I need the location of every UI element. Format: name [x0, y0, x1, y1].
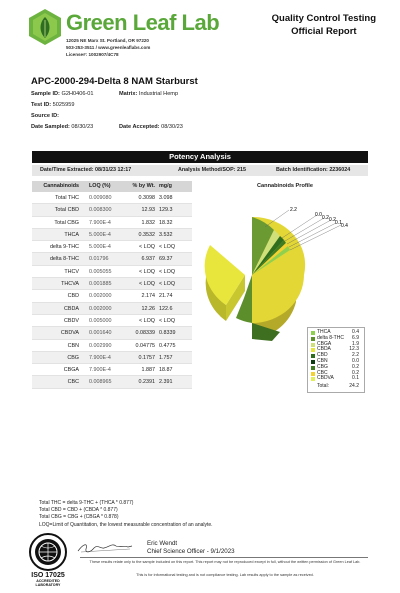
table-row [32, 327, 192, 339]
table-cell: THCVA [61, 281, 79, 288]
table-row [32, 204, 192, 216]
table-row [32, 303, 192, 315]
legend-swatch [311, 377, 315, 381]
analysis-info-row: Date/Time Extracted: 08/31/23 12:17 Analysis Method/SOP: 215 Batch Identification: 2236024 [32, 165, 368, 176]
legend-swatch [311, 360, 315, 364]
table-cell: THCA [64, 231, 79, 238]
table-cell: < LOQ [138, 244, 155, 251]
table-cell: 12.26 [141, 305, 155, 312]
legend-value: 0.2 [352, 369, 359, 376]
table-header: Cannabinoids LOQ (%) % by Wt. mg/g [32, 181, 192, 192]
table-row [32, 376, 192, 388]
table-cell: delta 9-THC [49, 244, 79, 251]
table-cell: THCV [64, 268, 79, 275]
table-cell: delta 8-THC [49, 256, 79, 263]
table-body [32, 192, 192, 389]
legend-swatch [311, 348, 315, 352]
table-cell: < LOQ [159, 244, 176, 251]
table-cell: 12.93 [141, 207, 155, 214]
legend-swatch [311, 343, 315, 347]
signer-name: Eric Wendt [147, 540, 178, 547]
slice-label: 0.4 [341, 223, 348, 229]
table-cell: 6.937 [141, 256, 155, 263]
table-cell: Total CBD [54, 207, 79, 214]
legend-label: CBN [317, 357, 328, 364]
table-cell: 0.8339 [159, 330, 176, 337]
table-row [32, 192, 192, 204]
table-cell: < LOQ [138, 317, 155, 324]
slice-label: 0.0 [315, 212, 322, 218]
table-cell: 0.009080 [89, 195, 112, 201]
disclaimer: These results relate only to the sample included on this report. This report may not be reproduced except in full, without the written permission of Green Leaf Lab. [89, 560, 361, 564]
signer-title: Chief Science Officer - 9/1/2023 [147, 548, 235, 555]
table-cell: CBGA [63, 367, 79, 374]
table-cell: 1.757 [159, 354, 173, 361]
svg-text:ISO 17025: ISO 17025 [31, 572, 65, 579]
disclaimer-secondary: This is for informational testing and is not compliance testing. Lab results apply to the sample as received. [136, 573, 314, 577]
legend-value: 6.9 [352, 334, 359, 341]
cannabinoid-table [32, 181, 192, 389]
slice-label: 0.1 [335, 220, 342, 226]
table-cell: 0.08339 [135, 330, 155, 337]
legend-value: 1.9 [352, 340, 359, 347]
table-cell: 0.3098 [138, 195, 155, 201]
legend-value: 0.4 [352, 329, 359, 335]
footnotes: Total THC = delta 9-THC + (THCA * 0.877) Total CBD = CBD + (CBDA * 0.877) Total CBG = CBG + (CBGA * 0.878) LOQ=Limit of Quantitation, the lowest measurable concentration of an analyte. [39, 500, 213, 528]
signature-image [76, 537, 134, 557]
table-cell: 0.001640 [89, 330, 112, 337]
table-cell: 69.37 [159, 256, 173, 263]
table-cell: 3.098 [159, 195, 173, 201]
table-cell: 0.2391 [138, 379, 155, 386]
table-cell: 0.04775 [135, 342, 155, 349]
table-cell: 0.005055 [89, 268, 112, 275]
matrix: Matrix: Industrial Hemp [119, 91, 179, 97]
legend-label: CBD [317, 352, 328, 359]
svg-text:LABORATORY: LABORATORY [35, 583, 61, 587]
table-cell: 3.532 [159, 231, 173, 238]
test-id: Test ID: 5025959 [31, 102, 75, 108]
legend-label: CBGA [317, 340, 332, 347]
table-cell: CBDVA [60, 330, 79, 337]
table-cell: 7.900E-4 [89, 219, 111, 226]
table-cell: 0.3532 [138, 231, 155, 238]
table-cell: 0.1757 [138, 354, 155, 361]
legend-swatch [311, 366, 315, 370]
table-cell: CBDA [64, 305, 79, 312]
date-sampled: Date Sampled: 08/30/23 [31, 124, 94, 130]
table-row [32, 217, 192, 229]
table-cell: 0.002990 [89, 342, 112, 349]
table-row [32, 352, 192, 364]
table-cell: 2.174 [141, 293, 155, 300]
legend-label: CBC [317, 369, 328, 376]
table-cell: 0.01796 [89, 256, 109, 263]
table-cell: CBN [67, 342, 79, 349]
legend-swatch [311, 337, 315, 341]
table-row [32, 241, 192, 253]
legend-label: CBDA [317, 346, 331, 353]
sample-title: APC-2000-294-Delta 8 NAM Starburst [31, 76, 198, 87]
table-cell: CBDV [64, 317, 79, 324]
legend-swatch [311, 354, 315, 358]
sample-id: Sample ID: G2H0406-01 [31, 91, 94, 97]
table-cell: 129.3 [159, 207, 173, 214]
legend-value: 12.3 [349, 346, 359, 353]
table-cell: CBG [67, 354, 79, 361]
table-cell: < LOQ [159, 281, 176, 288]
table-cell: 0.008300 [89, 207, 112, 214]
table-cell: 18.87 [159, 367, 173, 374]
slice-label: 0.2 [329, 217, 336, 223]
table-cell: 0.002000 [89, 305, 112, 312]
legend-item [311, 376, 361, 382]
table-cell: 5.000E-4 [89, 244, 111, 251]
divider [80, 557, 368, 558]
table-row [32, 229, 192, 241]
table-row [32, 364, 192, 376]
table-cell: Total THC [55, 195, 79, 201]
legend-value: 0.2 [352, 363, 359, 370]
legend-label: CBDVA [317, 375, 334, 382]
svg-text:ACCREDITED: ACCREDITED [36, 579, 60, 583]
table-cell: 5.000E-4 [89, 231, 111, 238]
table-cell: CBC [67, 379, 79, 386]
legend-label: delta 8-THC [317, 334, 344, 341]
table-row [32, 278, 192, 290]
table-cell: 0.008965 [89, 379, 112, 386]
leaf-logo-icon [28, 8, 62, 46]
iso-accreditation-seal-icon [28, 533, 68, 587]
slice-label: 0.2 [322, 215, 329, 221]
table-cell: < LOQ [159, 317, 176, 324]
table-row [32, 266, 192, 278]
table-row [32, 253, 192, 265]
legend-label: THCA [317, 329, 331, 335]
legend-value: 0.0 [352, 357, 359, 364]
table-cell: 0.001885 [89, 281, 112, 288]
slice-label: 2.2 [290, 207, 297, 213]
table-cell: 1.832 [141, 219, 155, 226]
table-row [32, 315, 192, 327]
table-cell: 0.002000 [89, 293, 112, 300]
table-cell: < LOQ [159, 268, 176, 275]
table-cell: 7.900E-4 [89, 367, 111, 374]
table-cell: 18.32 [159, 219, 173, 226]
table-row [32, 340, 192, 352]
cannabinoids-profile-title: Cannabinoids Profile [257, 183, 313, 189]
table-cell: CBD [67, 293, 79, 300]
pie-legend [307, 327, 365, 393]
table-cell: 21.74 [159, 293, 173, 300]
potency-analysis-heading: Potency Analysis [32, 151, 368, 163]
table-cell: 2.391 [159, 379, 173, 386]
legend-swatch [311, 372, 315, 376]
legend-value: 0.1 [352, 375, 359, 382]
brand-name: Green Leaf Lab [66, 10, 220, 35]
table-row [32, 290, 192, 302]
table-cell: < LOQ [138, 281, 155, 288]
source-id: Source ID: [31, 113, 59, 119]
report-header [28, 8, 380, 68]
table-cell: Total CBG [54, 219, 79, 226]
table-cell: 1.887 [141, 367, 155, 374]
legend-swatch [311, 331, 315, 335]
lab-address: 12025 NE Marx St. Portland, OR 97220 503-253-3511 / www.greenleaflabs.com License#: 1002907/4C78 [66, 38, 151, 57]
date-accepted: Date Accepted: 08/30/23 [119, 124, 183, 130]
legend-total: Total: 24.2 [317, 383, 359, 390]
report-title: Quality Control Testing Official Report [271, 13, 376, 37]
signer-block [147, 540, 235, 556]
legend-label: CBG [317, 363, 328, 370]
table-cell: 0.4775 [159, 342, 176, 349]
table-cell: 7.900E-4 [89, 354, 111, 361]
table-cell: 0.005000 [89, 317, 112, 324]
table-cell: < LOQ [138, 268, 155, 275]
legend-value: 2.2 [352, 352, 359, 359]
table-cell: 122.6 [159, 305, 173, 312]
